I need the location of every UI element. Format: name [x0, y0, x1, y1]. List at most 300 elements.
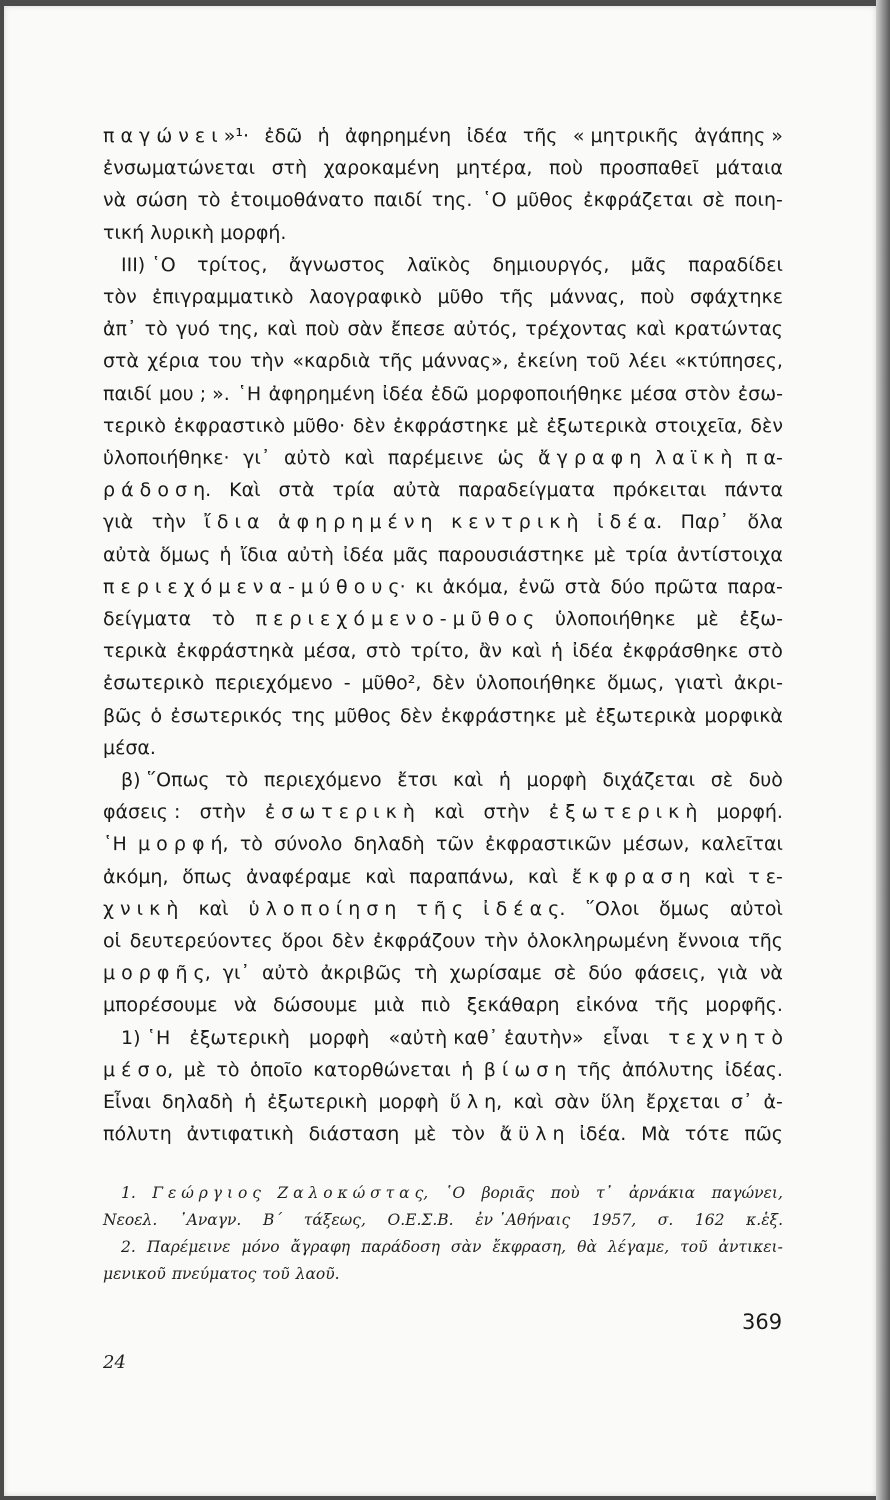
word: ὁποῖο	[249, 1058, 303, 1081]
word: ἐκφράσθηκε	[622, 640, 739, 663]
word: ῾Ο	[482, 189, 507, 212]
word: τική	[103, 221, 145, 244]
word: ἀντικει-	[718, 1238, 783, 1256]
word: 2.	[121, 1238, 136, 1256]
word: δύο	[588, 962, 623, 985]
word: σὲ	[710, 769, 734, 792]
body-line	[103, 217, 783, 249]
word: Ζ α λ ο κ ώ σ τ α ς,	[277, 1184, 429, 1202]
word: ῾Ο	[444, 1184, 466, 1202]
page-number: 369	[742, 1310, 783, 1334]
word: καὶ	[513, 1091, 544, 1114]
word: παραδείγματα	[458, 479, 596, 502]
word: παρα-	[727, 575, 783, 598]
word: ἑτοιμοθάνατο	[230, 189, 365, 212]
footnotes	[103, 1180, 783, 1288]
word: ἐκφράζουν	[373, 930, 476, 953]
word: ὅμως	[659, 897, 710, 920]
word: σφάχτηκε	[689, 286, 783, 309]
word: δὲν	[352, 414, 386, 437]
word: βοριᾶς	[481, 1184, 535, 1202]
word: τ ε-	[748, 865, 783, 888]
body-line	[103, 571, 783, 603]
word: ἐξωτερικὴ	[267, 1091, 368, 1114]
word: τότε	[684, 1123, 730, 1146]
word: βῶς	[103, 704, 143, 727]
word: ὅροι	[281, 930, 324, 953]
word: τάξεως,	[303, 1211, 366, 1229]
word: ἐκφράζεται	[583, 189, 693, 212]
word: ὑλοποιήθηκε	[555, 608, 676, 631]
word: λαϊκὸς	[406, 253, 471, 276]
word: π ε ρ ι ε χ ό μ ε ν ο - μ ῦ θ ο ς	[255, 608, 535, 631]
word: στοιχεῖα,	[654, 414, 743, 437]
body-line	[103, 249, 783, 281]
word: καὶ	[198, 897, 229, 920]
word: ὅλα	[747, 511, 783, 534]
word: εἰκόνα	[575, 994, 639, 1017]
word: μῦθος	[334, 704, 392, 727]
word: ἔπεσε	[390, 318, 446, 341]
word: ἀ φ η ρ η μ έ ν η	[278, 511, 433, 534]
word: τρίτος,	[197, 253, 268, 276]
word: τῆς	[522, 125, 558, 147]
word: « μητρικῆς	[572, 125, 679, 147]
word: γιὰ	[717, 962, 748, 985]
word: Γ ε ώ ρ γ ι ο ς	[152, 1184, 261, 1202]
word: παραπάνω,	[409, 865, 515, 888]
word: ἄ γ ρ α φ η	[538, 447, 642, 470]
word: στὰ	[278, 479, 315, 502]
word: μέσα	[630, 382, 678, 405]
word: Β΄	[262, 1211, 283, 1229]
word: δώσουμε	[273, 994, 358, 1017]
word: καλεῖται	[700, 833, 783, 856]
word: «κτύπησες,	[674, 350, 783, 373]
word: ρ ά δ ο σ η.	[103, 479, 212, 502]
word: ἀφηρημένη	[268, 382, 375, 405]
word: λυρικὴ	[150, 221, 215, 244]
word: τὸ	[225, 769, 249, 792]
word: ἐ σ ω τ ε ρ ι κ ὴ	[264, 801, 415, 824]
word: ὡς	[497, 447, 525, 470]
word: ἔννοια	[677, 930, 740, 953]
word: τῶν	[435, 833, 474, 856]
word: τρία	[625, 543, 668, 566]
word: καὶ	[434, 801, 465, 824]
word: αὐτός,	[453, 318, 518, 341]
word: τὴν	[250, 350, 285, 373]
word: ἐσωτερικὸ	[103, 672, 205, 695]
word: ξεκάθαρη	[466, 994, 560, 1017]
word: δὲν	[399, 704, 433, 727]
body-line	[103, 732, 783, 764]
word: ποὺ	[305, 318, 340, 341]
body-line	[103, 442, 783, 474]
word: τῆς	[576, 1058, 612, 1081]
word: μὲ	[414, 1123, 437, 1146]
word: σὰν	[347, 318, 383, 341]
word: ὕ λ η,	[449, 1091, 503, 1114]
word: τρίτο,	[410, 640, 470, 663]
word: τερικὸ	[103, 414, 167, 437]
word: γιὰ	[103, 511, 134, 534]
word: μορφή.	[220, 221, 287, 244]
word: ἰδέας.	[724, 1058, 783, 1081]
word: μορφὴ	[526, 769, 587, 792]
body-line	[103, 796, 783, 828]
word: πόλυτη	[103, 1123, 172, 1146]
word: π α γ ώ ν ε ι »¹·	[103, 125, 249, 147]
word: τὴν	[484, 930, 519, 953]
word: ὅμως	[159, 543, 211, 566]
word: παραδίδει	[688, 253, 783, 276]
footnote-line	[103, 1207, 783, 1234]
word: ἰ δ έ α ς.	[483, 897, 566, 920]
page-edge-shadow	[876, 0, 890, 1500]
word: ὑ λ ο π ο ί η σ η	[248, 897, 397, 920]
body-line	[103, 893, 783, 925]
word: μὲ	[564, 704, 588, 727]
word: νὰ	[759, 962, 783, 985]
word: σώση	[135, 189, 188, 212]
word: μου ; ».	[158, 382, 230, 405]
word: τερικὰ	[103, 640, 167, 663]
word: τὸ	[144, 318, 168, 341]
word: οἱ	[103, 930, 122, 953]
word: ἀκρι-	[733, 672, 783, 695]
word: τὸ	[211, 608, 235, 631]
word: αὐτὰ	[392, 479, 441, 502]
word: μῦθο²,	[361, 672, 422, 695]
word: σ᾿	[730, 1091, 753, 1114]
word: ἀπ᾿	[103, 318, 137, 341]
word: «καρδιὰ	[292, 350, 371, 373]
word: μπορέσουμε	[103, 994, 218, 1017]
word: μὲ	[516, 414, 539, 437]
word: καὶ	[453, 769, 484, 792]
word: ἰδέα.	[579, 1123, 627, 1146]
word: στὸ	[747, 640, 783, 663]
word: ἀναφέραμε	[246, 865, 352, 888]
word: λέγαμε,	[607, 1238, 670, 1256]
word: τρία	[332, 479, 375, 502]
word: λαογραφικὸ	[308, 286, 422, 309]
word: ἀκόμη,	[103, 865, 169, 888]
word: ὕλη	[600, 1091, 635, 1114]
word: ΙΙΙ) ῾Ο	[121, 253, 176, 276]
word: «αὐτὴ καθ᾿ ἑαυτὴν»	[388, 1026, 584, 1049]
word: δὲν	[432, 672, 465, 695]
word: νὰ	[103, 189, 127, 212]
word: στὴ	[271, 157, 308, 180]
word: ἰδέα	[382, 382, 424, 405]
word: πιὸ	[421, 994, 451, 1017]
word: περιεχόμενο	[263, 769, 382, 792]
word: κατορθώνεται	[313, 1058, 451, 1081]
word: προσπαθεῖ	[599, 157, 699, 180]
word: γυό	[175, 318, 210, 341]
word: σύνολο	[274, 833, 343, 856]
word: ἀ-	[763, 1091, 783, 1114]
word: παιδί	[103, 382, 152, 405]
word: τῆς	[499, 286, 534, 309]
word: καὶ	[511, 640, 542, 663]
body-line	[103, 120, 783, 152]
word: δὲν	[750, 414, 783, 437]
word: ᾿Αναγν.	[178, 1211, 242, 1229]
word: ὑλοποιήθηκε	[475, 672, 597, 695]
word: τὴ	[414, 962, 438, 985]
word: ἐδῶ	[264, 125, 303, 147]
word: αὐτὸ	[283, 447, 331, 470]
word: καὶ	[365, 865, 396, 888]
word: ἀγάπης »	[694, 125, 783, 147]
word: σ.	[657, 1211, 674, 1229]
word: ἄγνωστος	[288, 253, 386, 276]
word: κρατώντας	[674, 318, 783, 341]
word: ἄ ϋ λ η	[499, 1123, 565, 1146]
word: χαροκαμένη	[323, 157, 440, 180]
word: ἐ ξ ω τ ε ρ ι κ ὴ	[548, 801, 698, 824]
word: εἶναι	[602, 1026, 650, 1049]
word: στὴν	[483, 801, 530, 824]
body-line	[103, 345, 783, 377]
word: ποὺ	[640, 286, 675, 309]
word: στὴν	[199, 801, 246, 824]
word: ἡ	[244, 1091, 257, 1114]
word: μ έ σ ο,	[103, 1058, 174, 1081]
word: τὸ	[216, 1058, 240, 1081]
word: ῞Ολοι	[585, 897, 640, 920]
word: ἴδια	[240, 543, 278, 566]
word: δηλαδὴ	[162, 1091, 234, 1114]
body-line	[103, 474, 783, 506]
word: ἐξωτερικὴ	[189, 1026, 290, 1049]
body-text	[103, 120, 783, 1151]
word: αὐτὰ	[103, 543, 151, 566]
word: ἡ	[550, 640, 563, 663]
word: μορφή.	[716, 801, 783, 824]
word: πρῶτα	[654, 575, 718, 598]
word: σὰν	[450, 1238, 482, 1256]
body-line	[103, 861, 783, 893]
word: διχάζεται	[602, 769, 696, 792]
body-line	[103, 635, 783, 667]
word: σὰν	[554, 1091, 590, 1114]
word: παγώνει,	[711, 1184, 783, 1202]
word: ἡ	[219, 543, 232, 566]
word: λαοῦ.	[295, 1265, 340, 1283]
word: ἐσωτερικός	[170, 704, 283, 727]
footnote-line	[103, 1261, 783, 1288]
word: 1957,	[591, 1211, 637, 1229]
word: ἀκόμα,	[442, 575, 509, 598]
body-line	[103, 539, 783, 571]
word: πάντα	[724, 479, 783, 502]
word: μάταια	[715, 157, 783, 180]
body-line	[103, 184, 783, 216]
word: ἀπόλυτης	[621, 1058, 715, 1081]
word: μιὰ	[373, 994, 405, 1017]
word: καὶ	[266, 318, 298, 341]
body-line	[103, 378, 783, 410]
word: ῾Η	[103, 833, 127, 856]
word: στὸν	[684, 382, 731, 405]
word: 1) ῾Η	[121, 1026, 171, 1049]
word: ἀφηρημένη	[344, 125, 452, 147]
word: ἔρχεται	[645, 1091, 720, 1114]
word: καὶ	[344, 447, 375, 470]
word: χωρίσαμε	[449, 962, 542, 985]
word: τῆς	[378, 350, 414, 373]
word: Παρ᾿	[680, 511, 730, 534]
word: του	[207, 350, 242, 373]
word: ἡ	[498, 769, 511, 792]
word: ποὺ	[548, 157, 583, 180]
word: ἐξω-	[739, 608, 783, 631]
word: χέρια	[147, 350, 200, 373]
word: ἐδῶ	[430, 382, 469, 405]
word: π α-	[746, 447, 783, 470]
word: τὸ	[239, 833, 263, 856]
word: μ ο ρ φ ῆ ς,	[103, 962, 211, 985]
word: στὸ	[365, 640, 402, 663]
word: ποὺ	[550, 1184, 580, 1202]
word: μὲ	[593, 543, 617, 566]
word: -	[343, 672, 351, 695]
word: καὶ	[704, 865, 735, 888]
word: παρουσιάστηκε	[437, 543, 585, 566]
word: μορφοποιήθηκε	[476, 382, 623, 405]
word: τ ῆ ς	[416, 897, 464, 920]
word: ἀντίστοιχα	[676, 543, 783, 566]
word: κι	[415, 575, 433, 598]
word: Καὶ	[229, 479, 261, 502]
word: ἔκφραση,	[492, 1238, 567, 1256]
body-line	[103, 603, 783, 635]
word: ἐσω-	[737, 382, 783, 405]
body-line	[103, 1022, 783, 1054]
body-line	[103, 506, 783, 538]
word: παρέμεινε	[387, 447, 484, 470]
body-line	[103, 281, 783, 313]
word: τ᾿	[596, 1184, 613, 1202]
word: β) ῞Οπως	[121, 769, 210, 792]
word: νὰ	[233, 994, 257, 1017]
word: δείγματα	[103, 608, 192, 631]
word: ἐνσωματώνεται	[103, 157, 256, 180]
word: παιδί	[373, 189, 423, 212]
word: ὑλοποιήθηκε·	[103, 447, 230, 470]
word: τῆς	[654, 994, 690, 1017]
word: χ ν ι κ ὴ	[103, 897, 179, 920]
word: τῆς	[748, 930, 783, 953]
word: ἂν	[478, 640, 502, 663]
word: μητέρα,	[455, 157, 533, 180]
word: γι᾿	[222, 962, 250, 985]
word: πνεύματος	[171, 1265, 257, 1283]
word: ἄγραφη	[290, 1238, 351, 1256]
word: 162	[694, 1211, 725, 1229]
word: Νεοελ.	[103, 1211, 158, 1229]
word: Παρέμεινε	[146, 1238, 231, 1256]
word: ὅμως,	[607, 672, 664, 695]
word: ἴ δ ι α	[204, 511, 260, 534]
word: διάσταση	[308, 1123, 400, 1146]
word: παράδοση	[361, 1238, 440, 1256]
word: τὴν	[151, 511, 186, 534]
word: ἐνῶ	[518, 575, 556, 598]
word: κ ε ν τ ρ ι κ ὴ	[451, 511, 579, 534]
word: κ.ἑξ.	[746, 1211, 783, 1229]
word: θὰ	[577, 1238, 597, 1256]
body-line	[103, 152, 783, 184]
word: ἔ κ φ ρ α σ η	[571, 865, 691, 888]
body-line	[103, 1054, 783, 1086]
word: περιεχόμενο	[215, 672, 333, 695]
word: μορφὴ	[378, 1091, 439, 1114]
word: μὲ	[183, 1058, 206, 1081]
word: β ί ω σ η	[483, 1058, 567, 1081]
word: μέσα,	[303, 640, 357, 663]
word: ἐξωτερικὰ	[595, 704, 697, 727]
body-line	[103, 828, 783, 860]
word: τ ε χ ν η τ ὸ	[668, 1026, 783, 1049]
word: ἡ	[317, 125, 330, 147]
word: φάσεις,	[634, 962, 706, 985]
word: ἰδέα	[572, 640, 614, 663]
word: γιατὶ	[674, 672, 723, 695]
word: δύο	[610, 575, 645, 598]
word: μᾶς	[393, 543, 429, 566]
word: μορφῆς.	[705, 994, 783, 1017]
word: της	[291, 704, 326, 727]
word: ἐκφράστηκε	[440, 704, 557, 727]
word: σὲ	[702, 189, 725, 212]
word: δημιουργός,	[492, 253, 610, 276]
word: ὅπως	[182, 865, 233, 888]
word: ἐκφραστικὸ	[173, 414, 286, 437]
word: τὸν	[451, 1123, 485, 1146]
word: ἐν ᾿Αθήναις	[475, 1211, 571, 1229]
word: ὁλοκληρωμένη	[526, 930, 669, 953]
word: στὰ	[103, 350, 140, 373]
word: δηλαδὴ	[353, 833, 425, 856]
word: 1.	[121, 1184, 136, 1202]
word: τοῦ	[262, 1265, 290, 1283]
word: μάννας,	[549, 286, 625, 309]
body-line	[103, 667, 783, 699]
body-line	[103, 989, 783, 1021]
word: σὲ	[553, 962, 577, 985]
body-line	[103, 1118, 783, 1150]
word: τοῦ	[585, 350, 621, 373]
word: μὲ	[696, 608, 719, 631]
word: π ε ρ ι ε χ ό μ ε ν α - μ ύ θ ο υ ς·	[103, 575, 406, 598]
word: της,	[218, 318, 259, 341]
word: μέσων,	[622, 833, 690, 856]
word: Εἶναι	[103, 1091, 152, 1114]
body-line	[103, 1086, 783, 1118]
word: ἔτσι	[397, 769, 438, 792]
word: ἐπιγραμματικὸ	[152, 286, 294, 309]
body-line	[103, 313, 783, 345]
footnote-line	[103, 1180, 783, 1207]
word: ἐκφράστηκε	[393, 414, 509, 437]
word: μῦθο	[437, 286, 484, 309]
word: ἀρνάκια	[628, 1184, 696, 1202]
